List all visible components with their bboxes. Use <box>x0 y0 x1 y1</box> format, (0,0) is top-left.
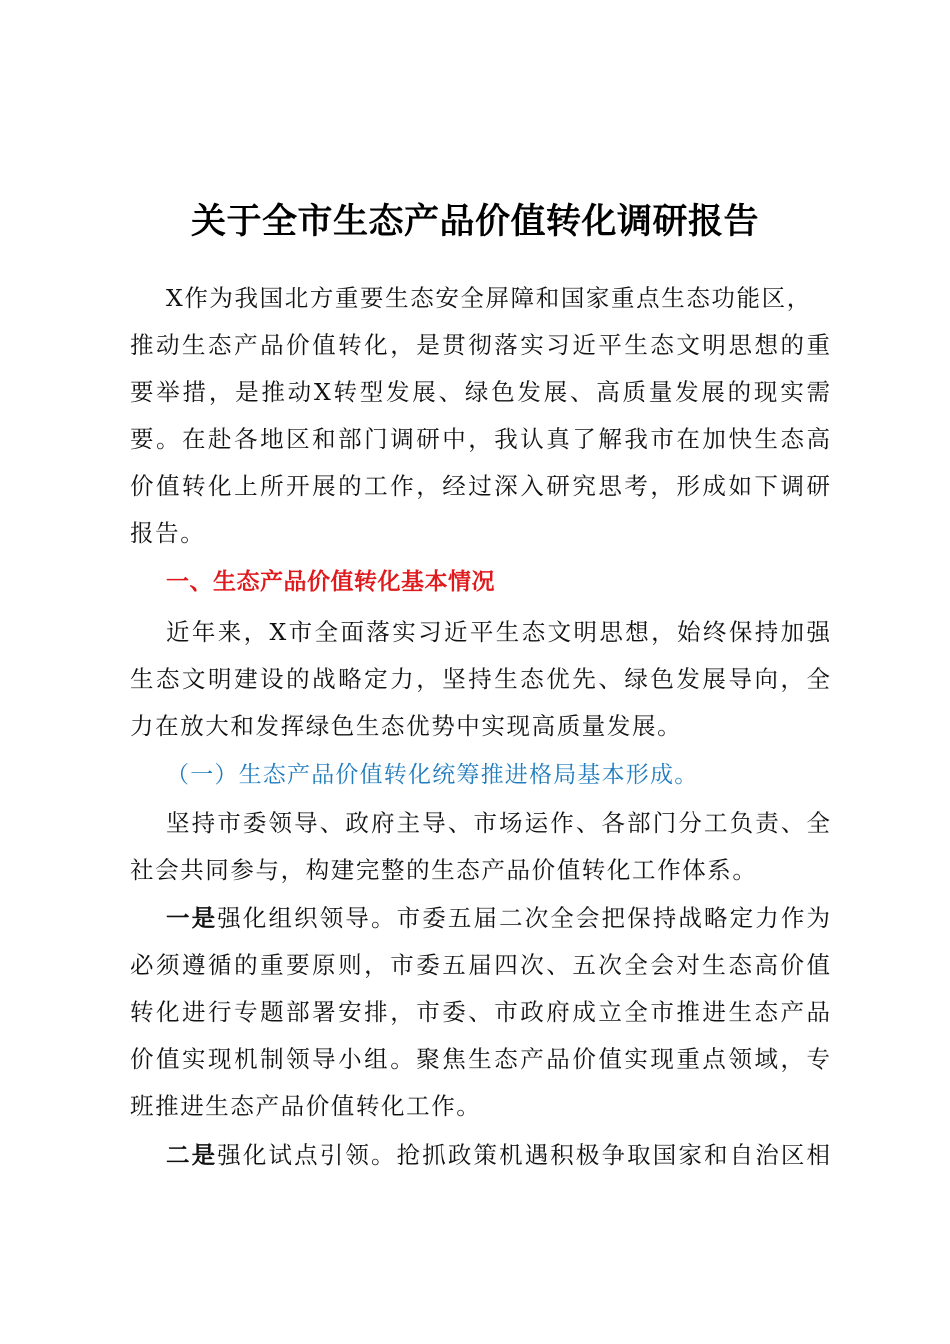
subsection-heading: （一）生态产品价值转化统筹推进格局基本形成。 <box>166 762 699 788</box>
intro-line-5: 价值转化上所开展的工作，经过深入研究思考，形成如下调研 <box>130 472 830 500</box>
point-1-line-3: 转化进行专题部署安排，市委、市政府成立全市推进生态产品 <box>130 998 830 1026</box>
point-2-text: 强化试点引领。抢抓政策机遇积极争取国家和自治区相 <box>217 1141 831 1169</box>
document-title: 关于全市生态产品价值转化调研报告 <box>190 201 759 242</box>
section-paragraph-line-1: 近年来，X市全面落实习近平生态文明思想，始终保持加强 <box>166 618 830 646</box>
point-1-line-5: 班推进生态产品价值转化工作。 <box>130 1092 482 1120</box>
point-2-line-1 <box>166 1137 830 1173</box>
point-1-line-2: 必须遵循的重要原则，市委五届四次、五次全会对生态高价值 <box>130 951 830 979</box>
intro-line-3: 要举措，是推动X转型发展、绿色发展、高质量发展的现实需 <box>130 378 830 406</box>
subsection-paragraph-line-1: 坚持市委领导、政府主导、市场运作、各部门分工负责、全 <box>166 809 830 837</box>
point-1-text: 强化组织领导。市委五届二次全会把保持战略定力作为 <box>217 904 831 932</box>
point-1-lead: 一是 <box>166 904 218 932</box>
point-1-line-4: 价值实现机制领导小组。聚焦生态产品价值实现重点领域，专 <box>130 1045 830 1073</box>
section-paragraph-line-3: 力在放大和发挥绿色生态优势中实现高质量发展。 <box>130 712 683 740</box>
subsection-paragraph-line-2: 社会共同参与，构建完整的生态产品价值转化工作体系。 <box>130 856 758 884</box>
section-heading: 一、生态产品价值转化基本情况 <box>166 569 495 595</box>
intro-line-4: 要。在赴各地区和部门调研中，我认真了解我市在加快生态高 <box>130 425 830 453</box>
point-1-line-1 <box>166 900 830 936</box>
intro-line-1: X作为我国北方重要生态安全屏障和国家重点生态功能区， <box>166 284 812 312</box>
intro-line-6: 报告。 <box>130 519 206 547</box>
point-2-lead: 二是 <box>166 1141 218 1169</box>
intro-line-2: 推动生态产品价值转化，是贯彻落实习近平生态文明思想的重 <box>130 331 830 359</box>
section-paragraph-line-2: 生态文明建设的战略定力，坚持生态优先、绿色发展导向，全 <box>130 665 830 693</box>
